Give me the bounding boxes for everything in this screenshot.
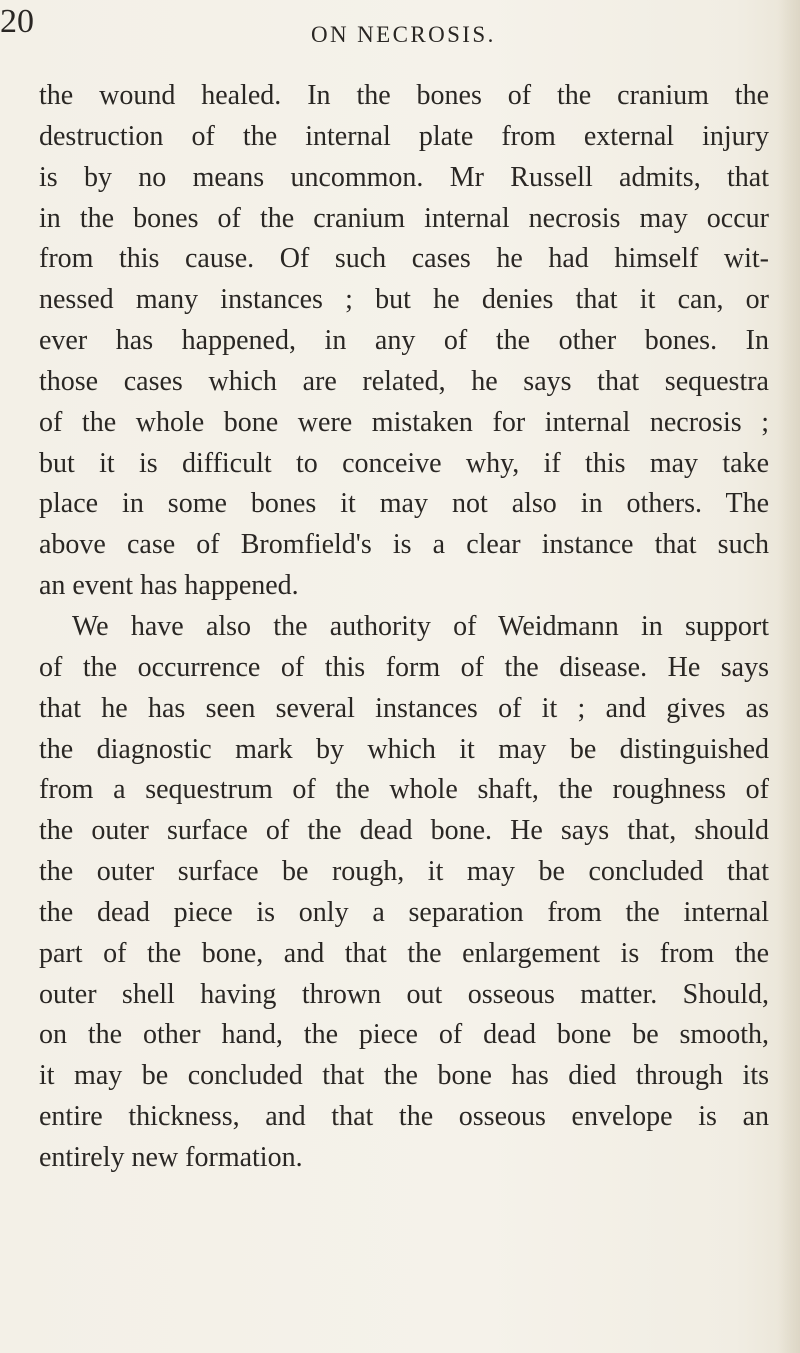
text-line: the outer surface be rough, it may be concluded that (39, 856, 769, 888)
text-line: place in some bones it may not also in others. The (39, 488, 769, 520)
text-line: nessed many instances ; but he denies that it can, or (39, 284, 769, 316)
text-line: the outer surface of the dead bone. He says that, should (39, 815, 769, 847)
text-line: of the occurrence of this form of the disease. He says (39, 651, 769, 683)
text-line: destruction of the internal plate from external injury (39, 120, 769, 152)
text-line: part of the bone, and that the enlargement is from the (39, 937, 769, 969)
paragraph-last-line: an event has happened. (39, 570, 299, 602)
text-line: that he has seen several instances of it ; and gives as (39, 692, 769, 724)
text-line: in the bones of the cranium internal necrosis may occur (39, 202, 769, 234)
text-line: is by no means uncommon. Mr Russell admits, that (39, 161, 769, 193)
body-text (39, 76, 769, 1179)
page-edge-shadow (778, 0, 800, 1353)
text-line: ever has happened, in any of the other bones. In (39, 325, 769, 357)
text-line: from a sequestrum of the whole shaft, the roughness of (39, 774, 769, 806)
paragraph-last-line: entirely new formation. (39, 1141, 303, 1173)
text-line: the diagnostic mark by which it may be distinguished (39, 733, 769, 765)
text-line: the wound healed. In the bones of the cranium the (39, 80, 769, 111)
text-line: the dead piece is only a separation from the internal (39, 896, 769, 928)
paragraph-first-line: We have also the authority of Weidmann in support (72, 610, 769, 642)
running-title: ON NECROSIS. (311, 22, 496, 47)
text-line: those cases which are related, he says that sequestra (39, 365, 769, 397)
text-line: on the other hand, the piece of dead bone be smooth, (39, 1019, 769, 1051)
text-line: it may be concluded that the bone has died through its (39, 1060, 769, 1092)
page-number: 20 (0, 3, 34, 40)
text-line: of the whole bone were mistaken for internal necrosis ; (39, 406, 769, 438)
text-line: above case of Bromfield's is a clear instance that such (39, 529, 769, 561)
text-line: entire thickness, and that the osseous envelope is an (39, 1101, 769, 1133)
text-line: from this cause. Of such cases he had himself wit- (39, 243, 769, 275)
text-line: outer shell having thrown out osseous matter. Should, (39, 978, 769, 1010)
text-line: but it is difficult to conceive why, if this may take (39, 447, 769, 479)
